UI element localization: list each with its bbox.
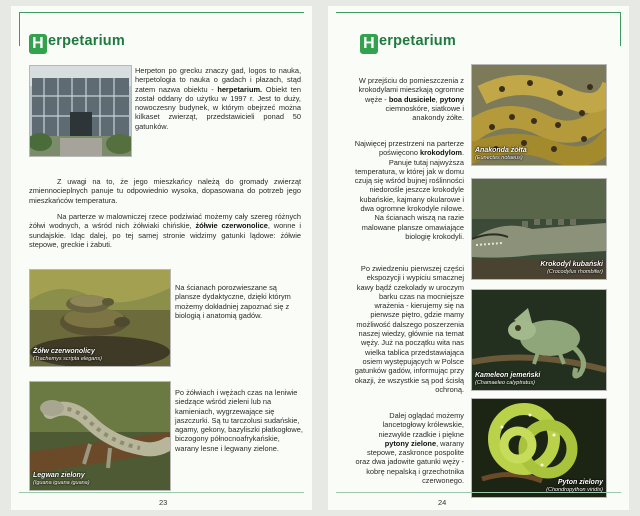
pythons-paragraph: Dalej oglądać możemy lancetogłowy królewskie, niezwykle rzadkie i piękne pytony zielone, warany stepowe, zaskronce pospolite oraz dwa jadowite gatunki węży - kobrę nepalską i grzechotnika czerwonego. [355,411,464,486]
snakes-bold-1: boa dusiciele [388,94,436,104]
pythons-bold: pytony zielone [384,438,437,448]
chameleon-photo [471,289,607,391]
intro-text: Herpeton po grecku znaczy gad, logos to nauka, herpetologia to nauka o gadach i płazach, stąd zatem nazwa obiektu - [135,66,301,94]
side-rule [19,12,20,46]
intro-text-2: Obiekt ten został oddany do użytku w 1997 r. Jest to duży, nowoczesny budynek, w którym obejrzeć można kilkaset zwierząt, przedstawicieli ponad 50 gatunków. [135,84,301,131]
bottom-rule [336,492,621,493]
intro-paragraph [135,66,301,131]
crocodile-caption: Krokodyl kubański (Crocodylus rhombifer) [540,261,603,275]
title-initial: H [29,34,47,54]
snakes-bold-2: pytony [439,94,464,104]
crocodile-photo [471,178,607,280]
page-title [29,33,125,54]
left-page [11,6,312,510]
anaconda-photo [471,64,607,166]
first-floor-paragraph: Po zwiedzeniu pierwszej części ekspozycji i wypiciu smacznej kawy bądź czekolady w uroczym barku czas na mocniejsze wrażenia - kierujemy się na pierwsze piętro, gdzie mamy możliwość dalszego poszerzenia naszej wiedzy, głównie na temat węży. Już na początku wita nas wielka tablica przedstawiająca osiem występujących w Polsce gatunków gadów, informując przy okazji, że wszystkie są pod ścisłą ochroną. [354,264,464,394]
turtle-photo [29,269,171,367]
top-rule [336,12,621,13]
python-caption: Pyton zielony (Chondropython viridis) [546,479,603,493]
boards-paragraph: Na ścianach porozwieszane są plansze dydaktyczne, dzięki którym możemy dokładniej zapoznać się z biologią i anatomią gadów. [175,283,291,320]
temperature-paragraph: Z uwagi na to, że jego mieszkańcy należą do gromady zwierząt zmiennocieplnych panuje tu odpowiednio wysoka, dopasowana do potrzeb jego mieszkańców temperatura. [29,177,301,205]
snakes-paragraph: W przejściu do pomieszczenia z krokodylami mieszkają ogromne węże - boa dusiciele, pytony ciemnoskóre, siatkowe i anakondy żółte. [358,76,464,123]
top-rule [19,12,304,13]
lizards-paragraph: Po żółwiach i wężach czas na leniwie siedzące wśród zieleni lub na kamieniach, wygrzewające się jaszczurki. Są tu tarczolusi sudańskie, agamy, gekony, bazyliszki płatkogłowe, biczogony północnoafrykańskie, warany lesne i legwany zielone. [175,388,303,453]
turtle-caption: Żółw czerwonolicy (Trachemys scripta elegans) [33,348,102,362]
title-text: erpetarium [379,33,456,49]
anaconda-caption: Anakonda żółta (Eunectes notaeus) [475,147,527,161]
turtles-paragraph [29,212,301,249]
page-title [360,33,456,54]
crocodiles-paragraph: Najwięcej przestrzeni na parterze poświęcono krokodylom. Panuje tutaj najwyższa temperatura, w której jak w domu czują się wśród bujnej roślinności niedorośle jeszcze krokodyle kubańskie, kajmany okularowe i dwa ogromne krokodyle nilowe. Na ścianach wiszą na razie malowane plansze omawiające biologię krokodyli. [354,139,464,241]
right-page [328,6,629,510]
iguana-caption: Legwan zielony (Iguana iguana iguana) [33,472,90,486]
page-number: 24 [438,498,447,507]
crocodiles-bold: krokodylom [420,148,462,158]
python-photo [471,398,607,498]
bottom-rule [19,492,304,493]
title-initial: H [360,34,378,54]
building-photo [29,65,132,157]
chameleon-caption: Kameleon jemeński (Chamaeleo calyptratus) [475,372,541,386]
intro-bold: herpetarium. [217,84,263,94]
page-number: 23 [159,498,168,507]
turtles-text: Na parterze w malowniczej rzece podziwiać możemy cały szereg różnych żółwi wodnych, a wśród nich żółwiaki chińskie, [29,212,301,231]
title-text: erpetarium [48,33,125,49]
iguana-photo [29,381,171,491]
turtles-text-2: , wonne i sundajskie. Idąc dalej, po tej samej stronie widzimy gatunki lądowe: żółwie stepowe, greckie i żabuti. [29,221,301,249]
turtles-bold: żółwie czerwonolice [195,221,268,231]
side-rule [620,12,621,46]
